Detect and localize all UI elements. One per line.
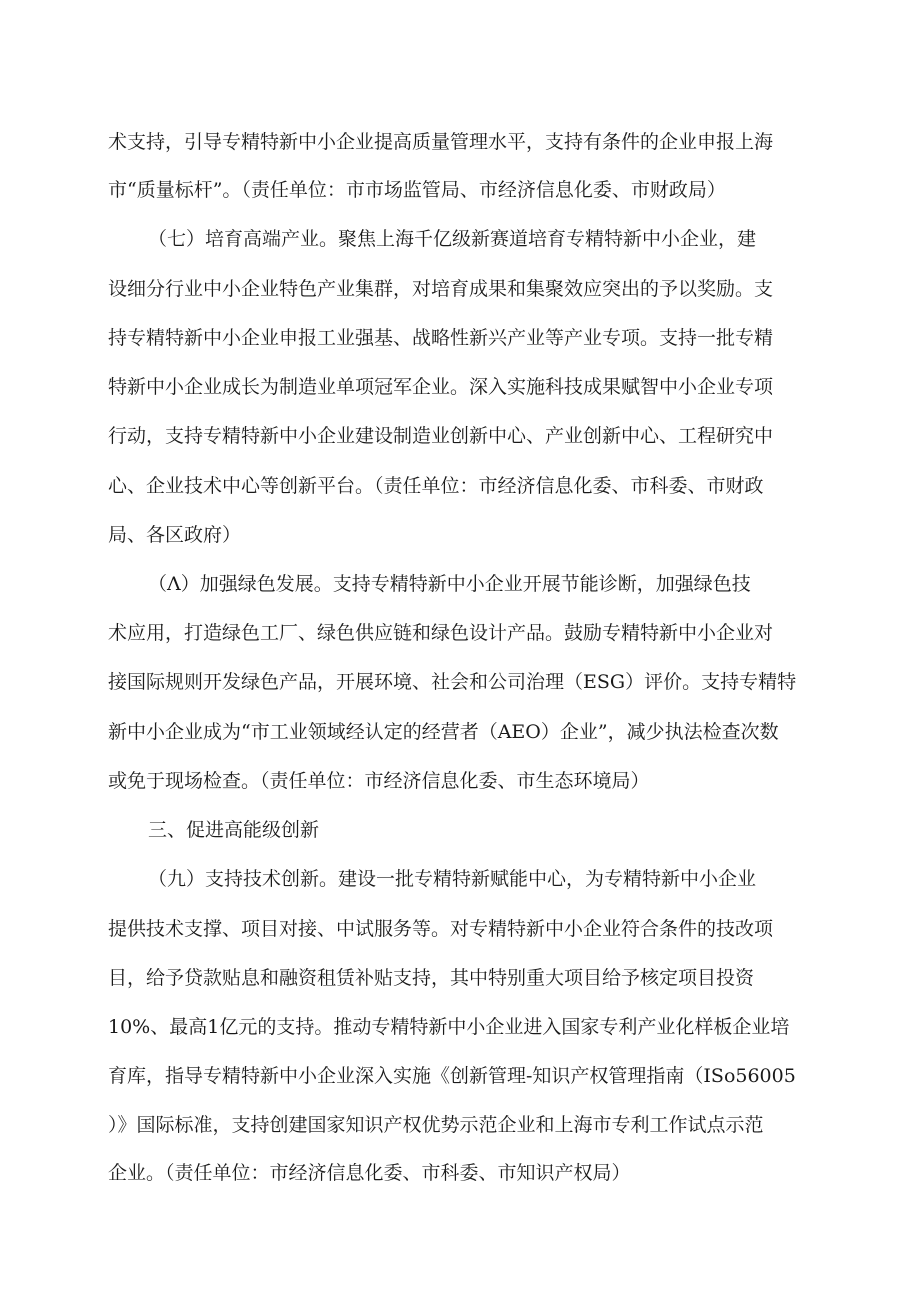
text-line: 特新中小企业成长为制造业单项冠军企业。深入实施科技成果赋智中小企业专项 — [108, 376, 774, 398]
text-line: 市“质量标杆”。（责任单位：市市场监管局、市经济信息化委、市财政局） — [108, 179, 726, 201]
text-line: 接国际规则开发绿色产品，开展环境、社会和公司治理（ESG）评价。支持专精特 — [108, 671, 797, 693]
text-line: ）》国际标准，支持创建国家知识产权优势示范企业和上海市专利工作试点示范 — [108, 1114, 764, 1136]
text-line: 术支持，引导专精特新中小企业提高质量管理水平，支持有条件的企业申报上海 — [108, 131, 774, 153]
text-line: 心、企业技术中心等创新平台。（责任单位：市经济信息化委、市科委、市财政 — [108, 475, 764, 497]
paragraph-first-line: （九）支持技术创新。建设一批专精特新赋能中心，为专精特新中小企业 — [148, 868, 757, 890]
text-line: 提供技术支撑、项目对接、中试服务等。对专精特新中小企业符合条件的技改项 — [108, 918, 774, 940]
paragraph-first-line: （七）培育高端产业。聚焦上海千亿级新赛道培育专精特新中小企业，建 — [148, 228, 757, 250]
text-line: 10%、最高1亿元的支持。推动专精特新中小企业进入国家专利产业化样板企业培 — [108, 1016, 790, 1038]
text-line: 新中小企业成为“市工业领域经认定的经营者（AEO）企业”，减少执法检查次数 — [108, 721, 779, 743]
text-line: 企业。（责任单位：市经济信息化委、市科委、市知识产权局） — [108, 1162, 631, 1184]
text-line: 行动，支持专精特新中小企业建设制造业创新中心、产业创新中心、工程研究中 — [108, 425, 774, 447]
text-line: 持专精特新中小企业申报工业强基、战略性新兴产业等产业专项。支持一批专精 — [108, 327, 774, 349]
text-line: 设细分行业中小企业特色产业集群，对培育成果和集聚效应突出的予以奖励。支 — [108, 278, 774, 300]
section-heading: 三、促进高能级创新 — [148, 819, 320, 841]
text-line: 或免于现场检查。（责任单位：市经济信息化委、市生态环境局） — [108, 770, 650, 792]
paragraph-first-line: （Λ）加强绿色发展。支持专精特新中小企业开展节能诊断，加强绿色技 — [148, 573, 751, 595]
text-line: 术应用，打造绿色工厂、绿色供应链和绿色设计产品。鼓励专精特新中小企业对 — [108, 622, 774, 644]
text-line: 育库，指导专精特新中小企业深入实施《创新管理-知识产权管理指南（ISo56005 — [108, 1065, 796, 1087]
text-line: 局、各区政府） — [108, 524, 242, 546]
text-line: 目，给予贷款贴息和融资租赁补贴支持，其中特别重大项目给予核定项目投资 — [108, 967, 755, 989]
